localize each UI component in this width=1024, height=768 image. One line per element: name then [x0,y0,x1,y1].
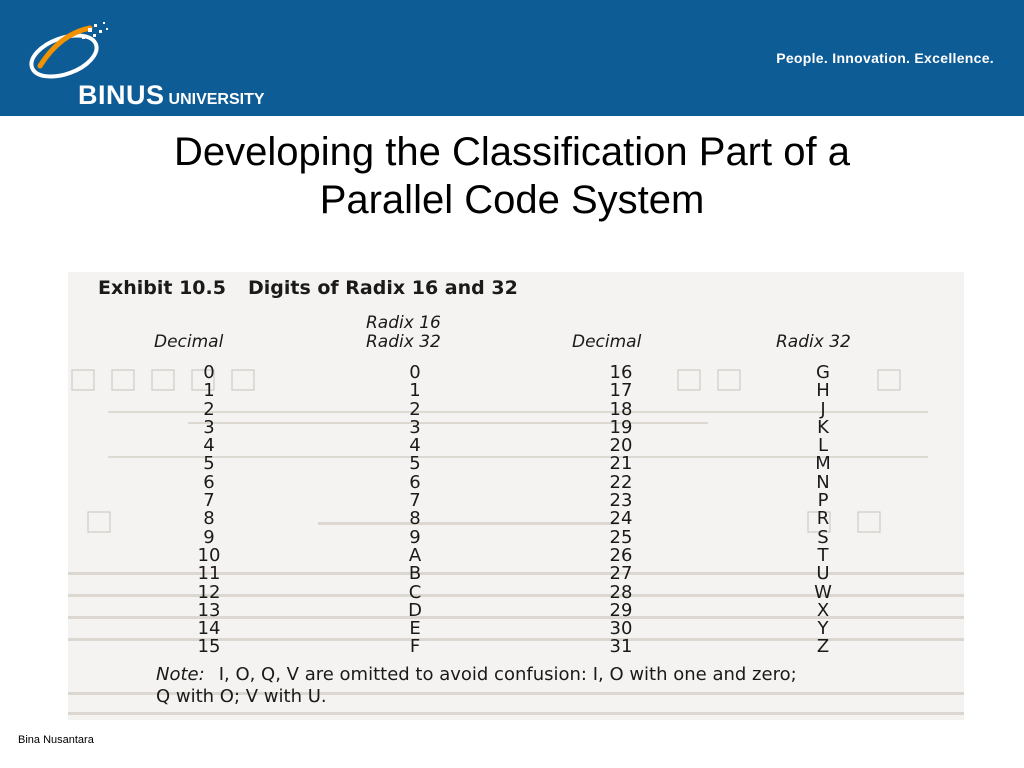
table-cell: 2 [203,398,215,420]
table-cell: 6 [203,471,215,493]
table-cell: S [817,526,829,548]
table-cell: 2 [409,398,421,420]
exhibit-scan [68,272,964,720]
footer-author: Bina Nusantara [18,734,94,746]
table-cell: M [815,453,831,475]
table-cell: K [817,416,829,438]
note-label: Note: [156,664,205,685]
table-cell: W [814,581,832,603]
table-cell: 28 [609,581,633,603]
table-cell: H [816,380,830,402]
logo-brand: BINUS [78,80,165,110]
slide-title-line-1: Developing the Classification Part of a [174,130,850,174]
table-cell: C [408,581,422,603]
table-cell: F [409,636,421,658]
exhibit-note [156,664,797,708]
table-cell: 15 [197,636,221,658]
table-cell: U [816,563,830,585]
table-cell: 1 [409,380,421,402]
table-cell: A [408,544,422,566]
table-cell: 9 [409,526,421,548]
table-cell: 19 [609,416,633,438]
table-cell: 24 [609,508,633,530]
header-radix32-right: Radix 32 [776,332,851,352]
logo-swoosh-icon [20,14,140,84]
exhibit-caption: Digits of Radix 16 and 32 [247,277,518,299]
table-cell: 14 [197,618,221,640]
table-cell: 3 [203,416,215,438]
table-cell: 0 [203,362,215,383]
table-cell: E [409,618,421,640]
table-cell: 0 [409,362,421,383]
table-cell: 25 [609,526,633,548]
table-cell: 4 [409,435,421,457]
table-cell: 26 [609,544,633,566]
table-cell: T [817,544,829,566]
table-cell: 6 [409,471,421,493]
table-cell: P [817,490,829,512]
table-cell: 10 [197,544,221,566]
column-decimal-left [184,364,234,657]
table-cell: 21 [609,453,633,475]
table-cell: Z [816,636,830,658]
table-cell: 18 [609,398,633,420]
table-cell: 7 [409,490,421,512]
table-cell: 16 [609,362,633,383]
column-radix-right [798,364,848,657]
table-cell: D [408,599,422,621]
table-cell: Y [817,618,829,640]
table-cell: 31 [609,636,633,658]
table-cell: 22 [609,471,633,493]
table-cell: L [817,435,829,457]
table-cell: 29 [609,599,633,621]
note-line-2: Q with O; V with U. [156,686,327,707]
table-cell: 8 [409,508,421,530]
logo-wordmark [78,80,265,111]
table-cell: J [820,398,826,420]
exhibit-label: Exhibit 10.5 [98,277,226,299]
logo-university: UNIVERSITY [168,91,265,108]
table-cell: 9 [203,526,215,548]
column-decimal-right [596,364,646,657]
table-cell: 3 [409,416,421,438]
table-cell: 7 [203,490,215,512]
table-cell: 23 [609,490,633,512]
header-decimal-right: Decimal [572,332,642,352]
table-cell: 1 [203,380,215,402]
note-line-1: I, O, Q, V are omitted to avoid confusion: I, O with one and zero; [218,664,797,685]
table-cell: R [816,508,830,530]
header-radix16: Radix 16 [366,313,441,333]
table-cell: N [816,471,830,493]
table-cell: 11 [197,563,221,585]
radix-table [68,272,964,720]
table-cell: X [816,599,830,621]
table-cell: 8 [203,508,215,530]
header-decimal-left: Decimal [154,332,224,352]
header-banner [0,0,1024,116]
table-cell: G [816,362,830,383]
table-cell: B [408,563,422,585]
table-cell: 4 [203,435,215,457]
column-radix-left [390,364,440,657]
slide-title [0,128,1024,224]
slide-title-line-2: Parallel Code System [319,178,705,222]
tagline: People. Innovation. Excellence. [776,50,994,66]
binus-logo [20,14,310,110]
table-cell: 27 [609,563,633,585]
table-cell: 20 [609,435,633,457]
table-cell: 13 [197,599,221,621]
table-cell: 5 [409,453,421,475]
header-radix32-left: Radix 32 [366,332,441,352]
exhibit-heading [98,277,518,299]
table-cell: 12 [197,581,221,603]
table-cell: 5 [203,453,215,475]
table-cell: 30 [609,618,633,640]
table-cell: 17 [609,380,633,402]
